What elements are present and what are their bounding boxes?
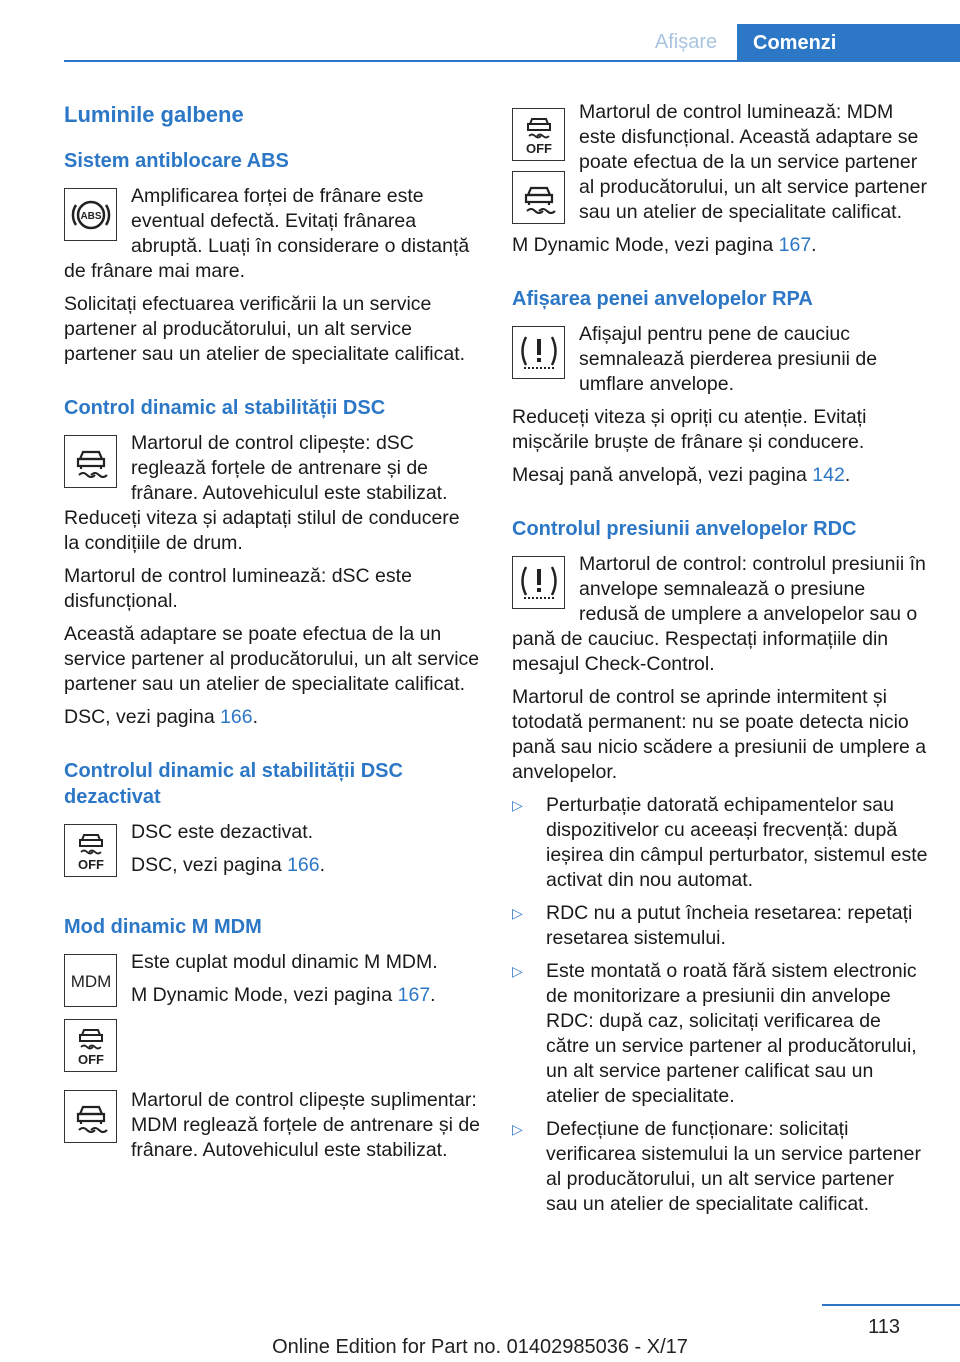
svg-text:OFF: OFF <box>525 140 552 156</box>
list-item: ▷ RDC nu a putut încheia resetarea: repetați resetarea sistemului. <box>512 902 913 949</box>
mdm-page-link[interactable]: 167 <box>397 984 431 1006</box>
svg-text:ABS: ABS <box>79 210 102 222</box>
page-title: Luminile galbene <box>64 102 244 127</box>
section-rpa <box>512 286 928 488</box>
rdc-paragraph-2: Martorul de control se aprinde intermitent și totodată permanent: nu se poate detecta nicio pană sau nicio scădere a presiunii de umplere a anvelopelor. <box>512 686 927 783</box>
section-abs <box>64 148 480 367</box>
list-item: ▷ Este montată o roată fără sistem electronic de monitorizare a presiunii din anvelope RDC: după caz, solicitați verificarea de către un service partener al producătorului, un alt service partener calificat sau un atelier de specialitate. <box>512 960 917 1107</box>
page-header <box>0 0 960 62</box>
section-rdc <box>512 516 928 1217</box>
rpa-reference: Mesaj pană anvelopă, vezi pagina 142. <box>512 464 851 486</box>
list-item: ▷ Defecțiune de funcționare: solicitați verificarea sistemului la un service partener al producătorului, un alt service partener sau un atelier de specialitate calificat. <box>512 1118 921 1215</box>
dsc-paragraph-1: Martorul de control clipește: dSC reglează forțele de antrenare și de frânare. Autovehiculul este stabilizat. Reduceți viteza și adaptați stilul de conducere la condițiile de drum. <box>64 432 460 554</box>
abs-title: Sistem antiblocare ABS <box>64 150 289 172</box>
section-dsc-off <box>64 758 480 886</box>
dsc-off-icon <box>64 824 117 877</box>
svg-text:OFF: OFF <box>77 1051 104 1067</box>
mdm-cont-paragraph: Martorul de control luminează: MDM este disfuncțional. Această adaptare se poate efectua de la un service partener al producătorului, un alt service partener sau un atelier de specialitate calificat. <box>579 101 927 223</box>
dsc-car-skid-icon <box>64 435 117 488</box>
abs-warning-icon <box>64 188 117 241</box>
rdc-bullet-list <box>512 793 928 1217</box>
dsc-off-reference: DSC, vezi pagina 166. <box>131 854 326 876</box>
rpa-paragraph-1: Afișajul pentru pene de cauciuc semnalează pierderea presiunii de umflare anvelope. <box>579 323 878 395</box>
mdm-icons <box>64 950 117 1072</box>
tire-warning-icon <box>512 326 565 379</box>
triangle-bullet-icon: ▷ <box>512 1121 523 1137</box>
dsc-off-title: Controlul dinamic al stabilității DSC dezactivat <box>64 760 403 808</box>
footer-rule <box>822 1304 960 1306</box>
list-item: ▷ Perturbație datorată echipamentelor sau dispozitivelor cu aceeași frecvență: după ieșirea din câmpul perturbator, sistemul este activat din nou automat. <box>512 794 928 891</box>
mdm-car-skid-icon <box>64 1090 117 1143</box>
left-column <box>64 100 480 1191</box>
dsc-paragraph-2: Martorul de control luminează: dSC este disfuncțional. <box>64 565 412 612</box>
rpa-page-link[interactable]: 142 <box>812 464 845 486</box>
section-mdm <box>64 914 480 1163</box>
abs-paragraph-2: Solicitați efectuarea verificării la un service partener al producătorului, un alt service partener sau un atelier de specialitate calificat. <box>64 293 466 365</box>
edition-note: Online Edition for Part no. 01402985036 - X/17 <box>272 1336 688 1358</box>
mdm-icon <box>64 954 117 1007</box>
mdm-cont-icons <box>512 100 565 224</box>
svg-text:MDM: MDM <box>70 971 111 991</box>
section-mdm-continued <box>512 100 928 258</box>
page-footer <box>0 1300 960 1362</box>
header-rule <box>64 60 960 62</box>
dsc-off-page-link[interactable]: 166 <box>287 854 320 876</box>
mdm-paragraph-1: Este cuplat modul dinamic M MDM. <box>131 951 438 973</box>
tab-display[interactable]: Afișare <box>654 31 718 53</box>
rpa-title: Afișarea penei anvelopelor RPA <box>512 288 813 310</box>
mdm-cont-reference: M Dynamic Mode, vezi pagina 167. <box>512 234 817 256</box>
dsc-reference: DSC, vezi pagina 166. <box>64 706 259 728</box>
triangle-bullet-icon: ▷ <box>512 905 523 921</box>
mdm-cont-car-skid-icon <box>512 171 565 224</box>
mdm-cont-page-link[interactable]: 167 <box>778 234 812 256</box>
dsc-paragraph-3: Această adaptare se poate efectua de la un service partener al producătorului, un alt service partener sau un atelier de specialitate calificat. <box>64 623 480 695</box>
abs-paragraph-1: Amplificarea forței de frânare este eventual defectă. Evitați frânarea abruptă. Luați în considerare o distanță de frânare mai mare. <box>64 185 470 282</box>
rdc-title: Controlul presiunii anvelopelor RDC <box>512 518 857 540</box>
dsc-page-link[interactable]: 166 <box>220 706 253 728</box>
mdm-title: Mod dinamic M MDM <box>64 916 262 938</box>
rdc-paragraph-1: Martorul de control: controlul presiunii în anvelope semnalează o presiune redusă de umplere a anvelopelor sau o pană de cauciuc. Respectați informațiile din mesajul Check-Control. <box>512 553 926 675</box>
mdm-reference: M Dynamic Mode, vezi pagina 167. <box>131 984 436 1006</box>
mdm-cont-off-icon <box>512 108 565 161</box>
dsc-off-paragraph: DSC este dezactivat. <box>131 821 314 843</box>
dsc-title: Control dinamic al stabilității DSC <box>64 397 386 419</box>
mdm-paragraph-2: Martorul de control clipește suplimentar: MDM reglează forțele de antrenare și de frânare. Autovehiculul este stabilizat. <box>131 1089 481 1161</box>
svg-text:OFF: OFF <box>77 856 104 872</box>
triangle-bullet-icon: ▷ <box>512 963 523 979</box>
tire-pressure-icon <box>512 556 565 609</box>
section-dsc <box>64 395 480 730</box>
triangle-bullet-icon: ▷ <box>512 797 523 813</box>
mdm-off-icon <box>64 1019 117 1072</box>
tab-controls[interactable]: Comenzi <box>737 24 960 62</box>
right-column <box>512 100 928 1245</box>
page-number: 113 <box>868 1316 900 1338</box>
rpa-paragraph-2: Reduceți viteza și opriți cu atenție. Evitați mișcările bruște de frânare și conducere. <box>512 406 867 453</box>
